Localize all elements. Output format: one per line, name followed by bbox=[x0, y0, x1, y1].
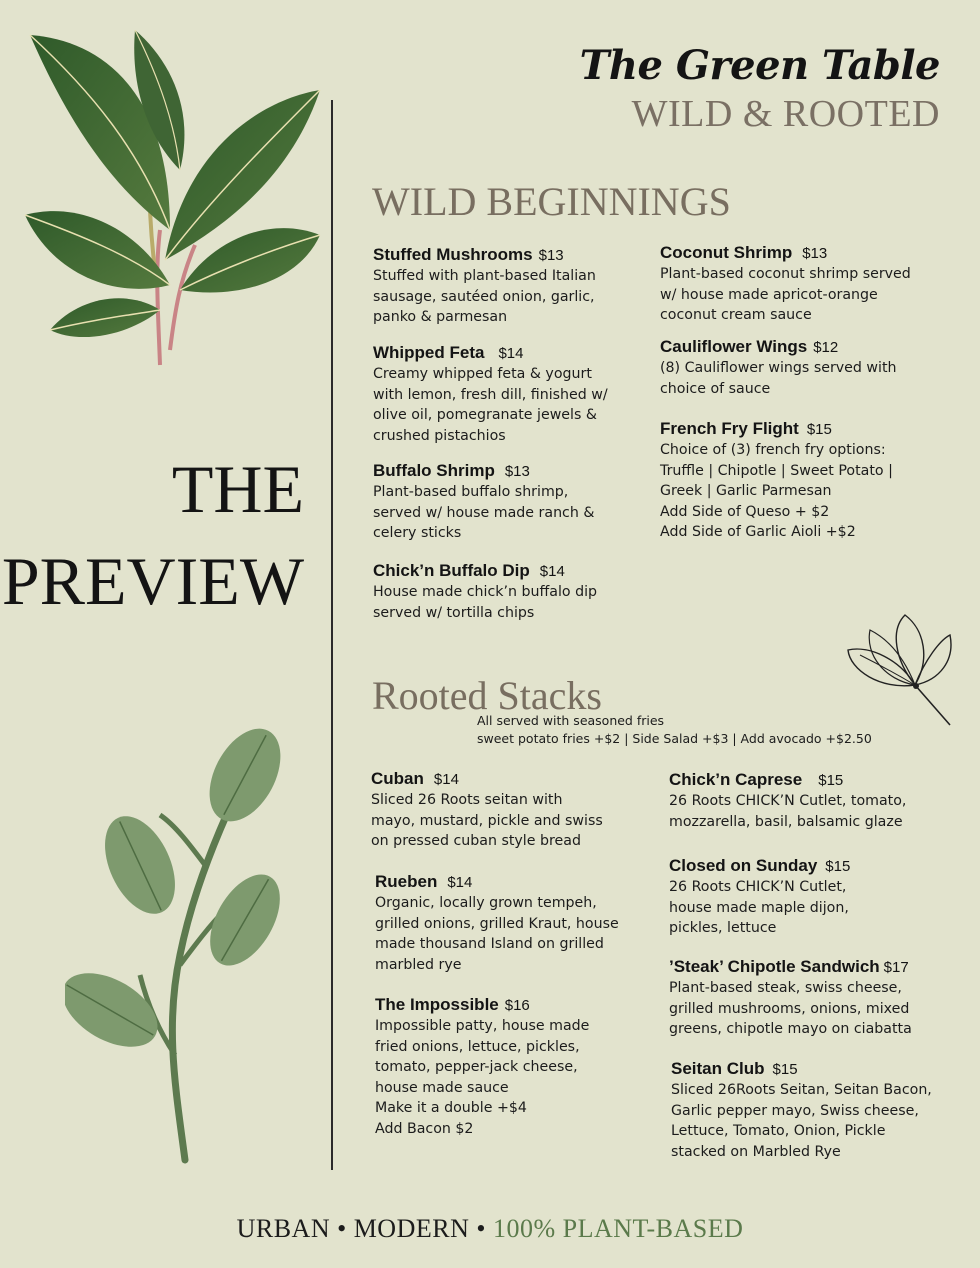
item-desc-line: mozzarella, basil, balsamic glaze bbox=[669, 813, 903, 830]
item-desc-line: Plant-based steak, swiss cheese, bbox=[669, 980, 902, 996]
item-price: $15 bbox=[825, 858, 851, 875]
item-desc-line: with lemon, fresh dill, finished w/ bbox=[373, 386, 608, 403]
item-price: $16 bbox=[504, 997, 530, 1014]
item-desc-line: Lettuce, Tomato, Onion, Pickle bbox=[671, 1123, 886, 1139]
item-price: $17 bbox=[883, 959, 909, 976]
item-desc-line: mayo, mustard, pickle and swiss bbox=[371, 812, 603, 829]
item-desc-line: crushed pistachios bbox=[373, 427, 506, 444]
brand-subtitle: WILD & ROOTED bbox=[631, 93, 940, 135]
item-desc-line: Organic, locally grown tempeh, bbox=[375, 895, 597, 911]
menu-item bbox=[375, 872, 619, 975]
item-price: $14 bbox=[447, 874, 473, 891]
footer-part1: URBAN • MODERN • bbox=[236, 1214, 493, 1243]
item-desc-line: on pressed cuban style bread bbox=[371, 833, 581, 849]
menu-item bbox=[373, 343, 608, 446]
item-name: Seitan Club bbox=[671, 1059, 765, 1078]
item-desc-line: greens, chipotle mayo on ciabatta bbox=[669, 1021, 912, 1037]
item-desc-line: house made sauce bbox=[375, 1079, 509, 1096]
item-desc-line: stacked on Marbled Rye bbox=[671, 1143, 841, 1160]
footer-part2: 100% PLANT-BASED bbox=[492, 1214, 744, 1243]
brand-title: The Green Table bbox=[579, 42, 940, 89]
stacks-note-1: All served with seasoned fries bbox=[477, 713, 665, 728]
item-name: Chick’n Buffalo Dip bbox=[373, 561, 530, 580]
menu-item bbox=[669, 856, 850, 939]
menu-item bbox=[373, 461, 594, 544]
item-desc-line: Garlic pepper mayo, Swiss cheese, bbox=[671, 1102, 919, 1119]
menu-item bbox=[375, 995, 589, 1139]
item-name: Buffalo Shrimp bbox=[373, 461, 495, 480]
item-desc-line: made thousand Island on grilled bbox=[375, 936, 604, 952]
item-price: $13 bbox=[802, 245, 828, 262]
item-desc-line: Truffle | Chipotle | Sweet Potato | bbox=[660, 462, 893, 479]
item-desc-line: Add Bacon $2 bbox=[375, 1120, 474, 1137]
menu-item bbox=[669, 770, 906, 832]
item-desc-line: Sliced 26 Roots seitan with bbox=[371, 792, 563, 808]
item-desc-line: Plant-based buffalo shrimp, bbox=[373, 484, 569, 500]
item-desc-line: fried onions, lettuce, pickles, bbox=[375, 1038, 580, 1055]
item-price: $13 bbox=[504, 463, 530, 480]
item-desc-line: House made chick’n buffalo dip bbox=[373, 584, 598, 600]
item-desc-line: Stuffed with plant-based Italian bbox=[373, 268, 596, 284]
item-price: $13 bbox=[538, 247, 564, 264]
footer-tagline bbox=[0, 1214, 980, 1244]
item-desc-line: Add Side of Queso + $2 bbox=[660, 503, 830, 520]
item-desc-line: Choice of (3) french fry options: bbox=[660, 442, 886, 458]
item-name: The Impossible bbox=[375, 995, 499, 1014]
menu-item bbox=[660, 243, 911, 326]
item-desc-line: marbled rye bbox=[375, 956, 462, 973]
item-desc-line: Creamy whipped feta & yogurt bbox=[373, 366, 592, 382]
item-desc-line: choice of sauce bbox=[660, 380, 771, 397]
item-price: $14 bbox=[433, 771, 459, 788]
item-desc-line: panko & parmesan bbox=[373, 309, 508, 325]
item-name: Stuffed Mushrooms bbox=[373, 245, 533, 264]
item-desc-line: celery sticks bbox=[373, 525, 462, 541]
side-title-line2: PREVIEW bbox=[1, 543, 304, 619]
item-price: $15 bbox=[806, 421, 832, 438]
item-name: Closed on Sunday bbox=[669, 856, 818, 875]
item-price: $14 bbox=[539, 563, 565, 580]
menu-item bbox=[660, 419, 893, 543]
item-desc-line: grilled onions, grilled Kraut, house bbox=[375, 915, 619, 932]
item-desc-line: grilled mushrooms, onions, mixed bbox=[669, 1000, 910, 1017]
item-desc-line: Add Side of Garlic Aioli +$2 bbox=[660, 524, 856, 540]
item-desc-line: served w/ tortilla chips bbox=[373, 604, 535, 621]
menu-item bbox=[373, 561, 597, 623]
item-desc-line: 26 Roots CHICK’N Cutlet, tomato, bbox=[669, 793, 907, 809]
item-desc-line: (8) Cauliflower wings served with bbox=[660, 360, 897, 376]
item-name: French Fry Flight bbox=[660, 419, 799, 438]
item-desc-line: Greek | Garlic Parmesan bbox=[660, 483, 832, 499]
menu-item bbox=[371, 769, 603, 852]
menu-item bbox=[373, 245, 596, 328]
item-desc-line: house made maple dijon, bbox=[669, 899, 849, 916]
item-price: $12 bbox=[813, 339, 839, 356]
item-desc-line: 26 Roots CHICK’N Cutlet, bbox=[669, 879, 847, 895]
item-desc-line: sausage, sautéed onion, garlic, bbox=[373, 288, 595, 305]
item-desc-line: Plant-based coconut shrimp served bbox=[660, 266, 911, 282]
menu-item bbox=[660, 337, 897, 399]
menu-item bbox=[671, 1059, 932, 1162]
item-desc-line: tomato, pepper-jack cheese, bbox=[375, 1059, 578, 1075]
item-desc-line: Sliced 26Roots Seitan, Seitan Bacon, bbox=[671, 1082, 932, 1098]
item-name: ’Steak’ Chipotle Sandwich bbox=[669, 957, 880, 976]
item-name: Cuban bbox=[371, 769, 424, 788]
sprig-illustration bbox=[65, 725, 285, 1165]
vertical-divider bbox=[331, 100, 333, 1170]
item-name: Cauliflower Wings bbox=[660, 337, 808, 356]
section-title-wild: WILD BEGINNINGS bbox=[372, 179, 731, 224]
item-desc-line: served w/ house made ranch & bbox=[373, 504, 595, 521]
item-desc-line: olive oil, pomegranate jewels & bbox=[373, 407, 597, 423]
item-name: Coconut Shrimp bbox=[660, 243, 793, 262]
item-price: $14 bbox=[498, 345, 524, 362]
section-title-rooted: Rooted Stacks bbox=[372, 673, 602, 718]
item-name: Whipped Feta bbox=[373, 343, 485, 362]
item-name: Rueben bbox=[375, 872, 438, 891]
item-desc-line: coconut cream sauce bbox=[660, 307, 812, 323]
side-title-line1: THE bbox=[171, 451, 304, 527]
item-desc-line: Make it a double +$4 bbox=[375, 1100, 527, 1116]
item-desc-line: w/ house made apricot-orange bbox=[660, 286, 878, 303]
item-price: $15 bbox=[772, 1061, 798, 1078]
flower-line-drawing bbox=[840, 610, 955, 730]
menu-item bbox=[669, 957, 912, 1040]
item-desc-line: pickles, lettuce bbox=[669, 920, 777, 936]
stacks-note-2: sweet potato fries +$2 | Side Salad +$3 | Add avocado +$2.50 bbox=[477, 731, 872, 746]
item-name: Chick’n Caprese bbox=[669, 770, 803, 789]
item-desc-line: Impossible patty, house made bbox=[375, 1018, 590, 1034]
tropical-leaf-illustration bbox=[20, 30, 330, 375]
item-price: $15 bbox=[818, 772, 844, 789]
